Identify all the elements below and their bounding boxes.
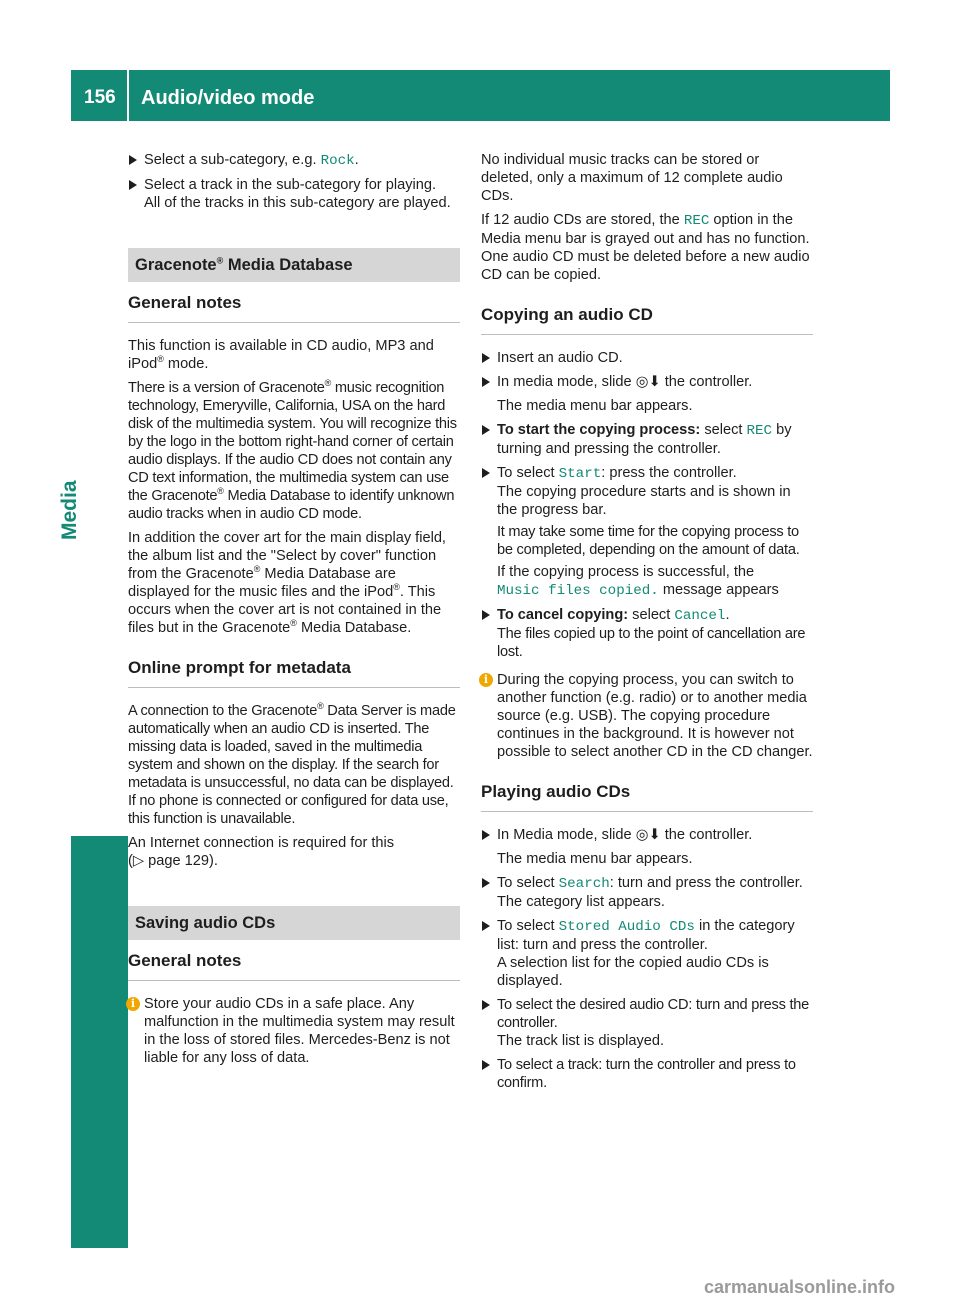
code-search: Search — [558, 876, 610, 892]
subhead-general-notes-2: General notes — [128, 950, 460, 981]
code-cancel: Cancel — [674, 608, 726, 624]
subhead-online-prompt: Online prompt for metadata — [128, 657, 460, 688]
side-tab-label: Media — [58, 480, 81, 540]
list-item: Select a sub-category, e.g. Rock. — [128, 151, 460, 170]
paragraph: In addition the cover art for the main display field, the album list and the "Select by cover" function from the Gracenote® Media Database are displayed for the music files and the iPod®. This occurs when the cover art is not contained in the files but in the Gracenote® Media Database. — [128, 530, 446, 636]
step-arrow-icon — [482, 878, 490, 888]
section-title-gracenote: Gracenote® Media Database — [128, 248, 460, 282]
controller-slide-icon: ◎⬇ — [635, 827, 661, 843]
right-column — [481, 151, 813, 1098]
paragraph: A connection to the Gracenote® Data Server is made automatically when an audio CD is inserted. The missing data is loaded, saved in the multimedia system and shown on the display. If the search for metadata is unsuccessful, no data can be displayed. If no phone is connected or configured for data use, this function is unavailable. — [128, 701, 456, 827]
paragraph: No individual music tracks can be stored or deleted, only a maximum of 12 complete audio CDs. — [481, 152, 783, 204]
info-note: i Store your audio CDs in a safe place. Any malfunction in the multimedia system may result in the loss of stored files. Mercedes-Benz is not liable for any loss of data. — [128, 995, 460, 1067]
paragraph: This function is available in CD audio, MP3 and iPod® mode. — [128, 338, 434, 372]
header-divider — [127, 70, 129, 121]
page-reference-link[interactable]: (▷ page 129). — [128, 853, 218, 869]
subhead-general-notes: General notes — [128, 292, 460, 323]
page-number: 156 — [84, 87, 116, 108]
list-item: Insert an audio CD. — [481, 349, 813, 367]
step-result: The media menu bar appears. — [497, 398, 693, 414]
info-icon: i — [479, 673, 493, 687]
list-item: Select a track in the sub-category for playing. All of the tracks in this sub-category are played. — [128, 176, 460, 212]
controller-slide-icon: ◎⬇ — [635, 374, 661, 390]
paragraph: An Internet connection is required for this (▷ page 129). — [128, 835, 395, 869]
step-arrow-icon — [482, 610, 490, 620]
list-item: To cancel copying: select Cancel. The files copied up to the point of cancellation are lost. — [481, 606, 813, 661]
list-item: In Media mode, slide ◎⬇ the controller. — [481, 826, 813, 844]
list-item: To select the desired audio CD: turn and press the controller. The track list is displayed. — [481, 996, 813, 1050]
subhead-copying: Copying an audio CD — [481, 304, 813, 335]
subhead-playing: Playing audio CDs — [481, 781, 813, 812]
list-item: In media mode, slide ◎⬇ the controller. — [481, 373, 813, 391]
list-item: To start the copying process: select REC by turning and pressing the controller. — [481, 421, 813, 458]
page-title: Audio/video mode — [141, 87, 315, 109]
step-arrow-icon — [482, 377, 490, 387]
paragraph: If 12 audio CDs are stored, the REC option in the Media menu bar is grayed out and has no function. One audio CD must be deleted before a new audio CD can be copied. — [481, 212, 810, 283]
code-stored-audio-cds: Stored Audio CDs — [558, 919, 695, 935]
step-arrow-icon — [482, 1000, 490, 1010]
code-rock: Rock — [320, 153, 355, 169]
step-arrow-icon — [482, 830, 490, 840]
side-tab-block — [71, 836, 128, 1248]
watermark-footer: carmanualsonline.info — [704, 1277, 896, 1297]
info-icon: i — [126, 997, 140, 1011]
code-music-files-copied: Music files copied. — [497, 583, 659, 599]
paragraph: There is a version of Gracenote® music recognition technology, Emeryville, California, USA on the hard disk of the multimedia system. You will recognize this by the logo in the bottom right-hand corner of certain audio displays. If the audio CD does not contain any CD text information, the multimedia system can use the Gracenote® Media Database to identify unknown audio tracks when in audio CD mode. — [128, 378, 457, 522]
left-column — [128, 151, 460, 1073]
list-item: To select Search: turn and press the controller. The category list appears. — [481, 874, 813, 911]
list-item: To select Stored Audio CDs in the category list: turn and press the controller. A selection list for the copied audio CDs is displayed. — [481, 917, 813, 990]
step-arrow-icon — [482, 353, 490, 363]
step-arrow-icon — [482, 468, 490, 478]
step-arrow-icon — [129, 155, 137, 165]
list-item: To select a track: turn the controller and press to confirm. — [481, 1056, 813, 1092]
code-start: Start — [558, 466, 602, 482]
step-arrow-icon — [482, 425, 490, 435]
code-rec: REC — [683, 213, 710, 229]
step-arrow-icon — [482, 1060, 490, 1070]
page-header — [71, 70, 890, 121]
list-item: To select Start: press the controller. The copying procedure starts and is shown in the progress bar. It may take some time for the copying process to be completed, depending on the amount of data. If the copying process is successful, the Music files copied. message appears — [481, 464, 813, 600]
step-result: The media menu bar appears. — [497, 851, 693, 867]
section-title-saving: Saving audio CDs — [128, 906, 460, 940]
step-arrow-icon — [482, 921, 490, 931]
code-rec: REC — [746, 423, 773, 439]
info-note: i During the copying process, you can switch to another function (e.g. radio) or to another media source (e.g. USB). The copying procedure continues in the background. It is however not possible to select another CD in the CD changer. — [481, 671, 813, 761]
step-arrow-icon — [129, 180, 137, 190]
